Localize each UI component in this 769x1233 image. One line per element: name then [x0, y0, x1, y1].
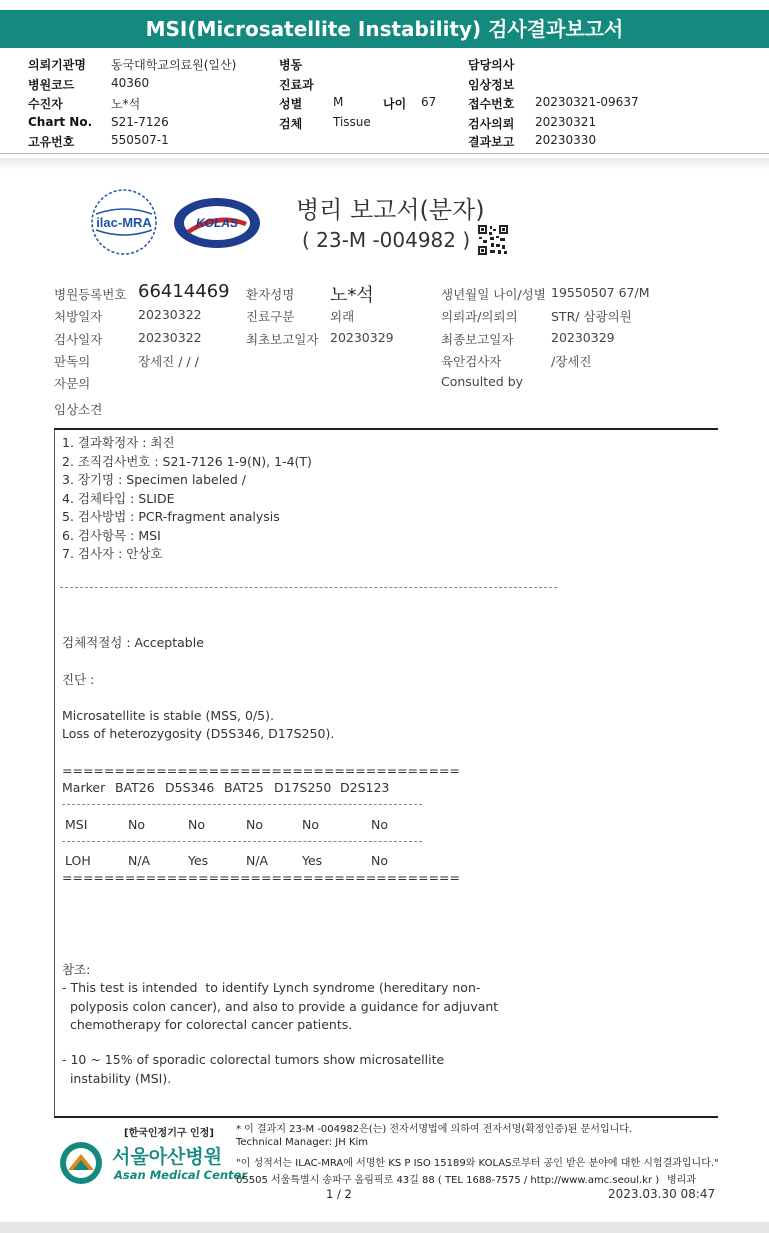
table-cell: No: [246, 817, 263, 832]
exam-item: 6. 검사항목 : MSI: [62, 527, 161, 543]
req-value: STR/ 삼광의원: [551, 309, 632, 324]
header-label: 임상정보: [468, 78, 515, 92]
reference-label: 참조:: [62, 962, 91, 977]
qr-code-icon: [478, 225, 508, 255]
section-divider: [54, 428, 718, 430]
footer-divider: [54, 1116, 718, 1118]
name-label: 환자성명: [246, 287, 295, 302]
print-datetime: 2023.03.30 08:47: [608, 1187, 716, 1201]
exam-value: 20230322: [138, 330, 202, 345]
reference-line-2: polyposis colon cancer), and also to provide a guidance for adjuvant: [62, 999, 499, 1014]
header-label: 진료과: [279, 78, 314, 92]
header-divider: [0, 153, 769, 154]
table-cell: Yes: [302, 853, 323, 868]
footer-dept: 병리과: [667, 1175, 696, 1186]
header-info: [0, 52, 769, 152]
hospital-logo-icon: [58, 1140, 104, 1186]
table-cell: Yes: [188, 853, 209, 868]
reg-no-label: 병원등록번호: [54, 287, 127, 302]
footer-line-4: 05505 서울특별시 송파구 올림픽로 43길 88 ( TEL 1688-7575 / http://www.amc.seoul.kr ): [236, 1175, 660, 1186]
reference-line-1: - This test is intended to identify Lynch syndrome (hereditary non-: [62, 980, 481, 995]
footer-line-2: Technical Manager: JH Kim: [236, 1137, 369, 1148]
eq-line-top: ======================================: [62, 763, 460, 778]
exam-item: 4. 검체타입 : SLIDE: [62, 490, 175, 506]
header-label: 성별: [279, 97, 303, 111]
dashed-separator: [60, 587, 557, 588]
header-value: 동국대학교의료원(일산): [111, 58, 237, 72]
exam-item: 1. 결과확정자 : 최진: [62, 435, 175, 450]
gross-value: /장세진: [551, 354, 592, 369]
presc-label: 처방일자: [54, 309, 103, 324]
header-value: 20230330: [535, 133, 597, 147]
header-value: S21-7126: [111, 115, 169, 129]
eq-line-bottom: ======================================: [62, 870, 460, 885]
report-number: ( 23-M -004982 ): [302, 228, 471, 252]
table-cell: No: [188, 817, 205, 832]
table-cell: LOH: [65, 853, 91, 868]
header-label: 의뢰기관명: [28, 58, 86, 72]
table-cell: Marker: [62, 780, 106, 795]
first-report-label: 최초보고일자: [246, 332, 319, 347]
table-cell: D17S250: [274, 780, 332, 795]
hospital-name-ko: 서울아산병원: [112, 1146, 223, 1168]
table-cell: D2S123: [340, 780, 390, 795]
diagnosis-label: 진단 :: [62, 672, 95, 687]
table-cell: D5S346: [165, 780, 215, 795]
req-label: 의뢰과/의뢰의: [441, 309, 518, 324]
diagnosis-line-1: Microsatellite is stable (MSS, 0/5).: [62, 708, 274, 723]
reg-no-value: 66414469: [138, 281, 230, 302]
bottom-bar: [0, 1222, 769, 1233]
table-cell: N/A: [128, 853, 151, 868]
exam-item: 5. 검사방법 : PCR-fragment analysis: [62, 509, 280, 524]
birth-label: 생년월일 나이/성별: [441, 287, 546, 302]
exam-items: [62, 434, 312, 564]
table-cell: No: [371, 817, 388, 832]
header-label: Chart No.: [28, 115, 93, 129]
header-value: 550507-1: [111, 133, 169, 147]
header-value: 20230321: [535, 115, 597, 129]
header-value: 노*석: [111, 97, 141, 111]
clinical-label: 임상소견: [54, 402, 103, 417]
header-label: 수진자: [28, 97, 63, 111]
header-label: 검사의뢰: [468, 117, 515, 131]
table-cell: No: [302, 817, 319, 832]
header-value: 40360: [111, 76, 150, 90]
header-label: 담당의사: [468, 58, 515, 72]
exam-item: 7. 검사자 : 안상호: [62, 546, 163, 561]
table-cell: N/A: [246, 853, 269, 868]
table-cell: No: [128, 817, 145, 832]
table-cell: BAT26: [115, 780, 155, 795]
ilac-logo: [88, 186, 160, 258]
header-value: M: [333, 95, 344, 109]
page-number: 1 / 2: [326, 1187, 352, 1201]
cert-label: [한국인정기구 인정]: [124, 1128, 214, 1139]
exam-label: 검사일자: [54, 332, 103, 347]
kolas-logo: [172, 196, 262, 250]
first-report-value: 20230329: [330, 330, 394, 345]
header-shadow: [0, 158, 769, 170]
header-value: Tissue: [333, 115, 371, 129]
table-dash-2: [62, 841, 422, 842]
header-label: 검체: [279, 117, 303, 131]
reference-line-5: instability (MSI).: [62, 1071, 172, 1086]
adequacy: 검체적절성 : Acceptable: [62, 635, 204, 650]
dept-label: 진료구분: [246, 309, 295, 324]
gross-label: 육안검사자: [441, 354, 502, 369]
diagnosis-line-2: Loss of heterozygosity (D5S346, D17S250).: [62, 726, 335, 741]
header-label: 병원코드: [28, 78, 75, 92]
footer-line-3: "이 성적서는 ILAC-MRA에 서명한 KS P ISO 15189와 KOLAS로부터 공인 받은 분야에 대한 시험결과입니다.": [236, 1158, 719, 1169]
kolas-logo-text: KOLAS: [196, 216, 238, 230]
age-label: 나이: [383, 97, 407, 111]
header-label: 접수번호: [468, 97, 515, 111]
table-cell: No: [371, 853, 388, 868]
header-label: 결과보고: [468, 135, 515, 149]
reference-line-3: chemotherapy for colorectal cancer patients.: [62, 1017, 353, 1032]
header-value: 20230321-09637: [535, 95, 639, 109]
page-title: MSI(Microsatellite Instability) 검사결과보고서: [0, 10, 769, 48]
table-cell: BAT25: [224, 780, 264, 795]
report-title: 병리 보고서(분자): [296, 196, 485, 224]
left-border: [54, 430, 55, 1118]
footer-line-1: * 이 결과지 23-M -004982은(는) 전자서명법에 의하여 전자서명(확정인증)된 문서입니다.: [236, 1124, 633, 1135]
dept-value: 외래: [330, 309, 355, 324]
name-value: 노*석: [330, 285, 374, 306]
reader-value: 장세진 / / /: [138, 354, 199, 369]
consulted-by-label: Consulted by: [441, 374, 524, 389]
final-report-label: 최종보고일자: [441, 332, 514, 347]
reference-line-4: - 10 ~ 15% of sporadic colorectal tumors show microsatellite: [62, 1052, 445, 1067]
hospital-name-en: Asan Medical Center: [114, 1168, 248, 1182]
consult-label: 자문의: [54, 376, 91, 391]
ilac-logo-text: ilac-MRA: [96, 215, 152, 230]
exam-item: 2. 조직검사번호 : S21-7126 1-9(N), 1-4(T): [62, 453, 312, 469]
age-value: 67: [421, 95, 437, 109]
table-cell: MSI: [65, 817, 88, 832]
header-label: 고유번호: [28, 135, 75, 149]
presc-value: 20230322: [138, 307, 202, 322]
exam-item: 3. 장기명 : Specimen labeled /: [62, 472, 246, 487]
final-report-value: 20230329: [551, 330, 615, 345]
table-dash-1: [62, 804, 422, 805]
header-label: 병동: [279, 58, 303, 72]
birth-value: 19550507 67/M: [551, 285, 650, 300]
reader-label: 판독의: [54, 354, 91, 369]
